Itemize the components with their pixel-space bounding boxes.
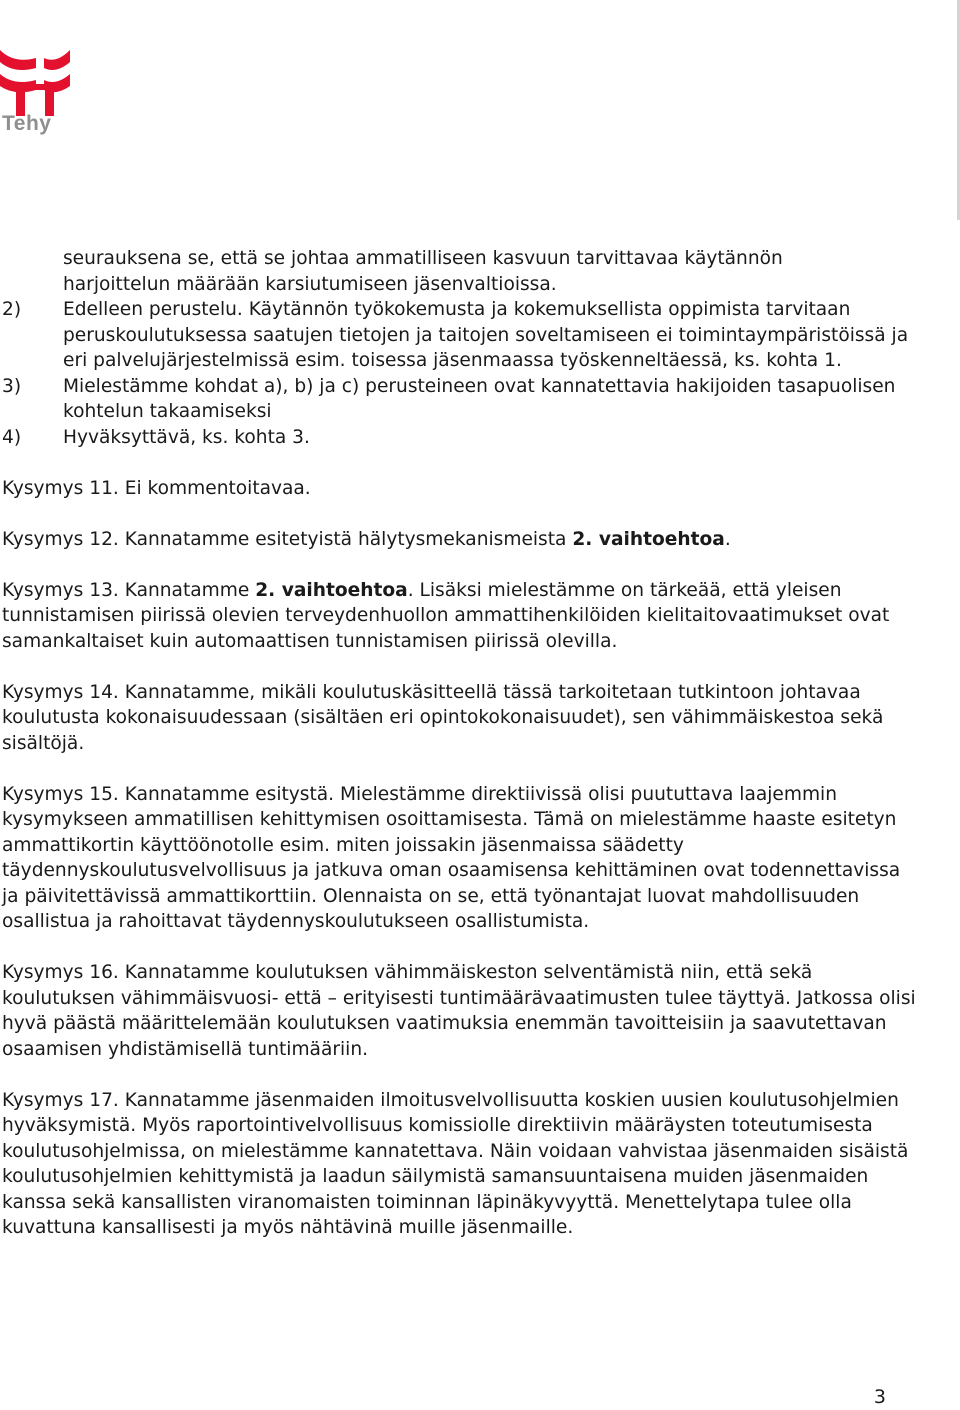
question-15: Kysymys 15. Kannatamme esitystä. Mielestämme direktiivissä olisi puututtava laajemmin kysymykseen ammatillisen kehittymisen osoittamisesta. Tämä on mielestämme haaste esitetyn ammattikortin käyttöönotolle esim. miten joissakin jäsenmaissa säädetty täydennyskoulutusvelvollisuus ja jatkuva oman osaamisensa kehittäminen ovat todennettavissa ja päivitettävissä ammattikorttiin. Olennaista on se, että työnantajat luovat mahdollisuuden osallistua ja rahoittavat täydennyskoulutukseen osallistumista. [2,783,901,932]
page-number: 3 [873,1386,886,1408]
list-number: 3) [2,375,22,397]
list-item [2,425,922,451]
question-13 [2,578,922,655]
list-number: 4) [2,426,22,448]
question-14: Kysymys 14. Kannatamme, mikäli koulutuskäsitteellä tässä tarkoitetaan tutkintoon johtavaa koulutusta kokonaisuudessaan (sisältäen eri opintokokonaisuudet), sen vähimmäiskestoa sekä sisältöjä. [2,681,884,754]
numbered-list [2,297,922,450]
document-body [2,246,922,1241]
continuation-line-2: harjoittelun määrään karsiutumiseen jäsenvaltioissa. [63,273,557,295]
list-item [2,374,922,425]
continuation-paragraph [2,246,922,297]
question-16: Kysymys 16. Kannatamme koulutuksen vähimmäiskeston selventämistä niin, että sekä koulutuksen vähimmäisvuosi- että – erityisesti tuntimäärävaatimusten tulee täyttyä. Jatkossa olisi hyvä päästä määrittelemään koulutuksen vaatimuksia enemmän tavoitteisiin ja saavutettavan osaamisen yhdistämisellä tuntimääriin. [2,962,916,1060]
question-17: Kysymys 17. Kannatamme jäsenmaiden ilmoitusvelvollisuutta koskien uusien koulutusohjelmien hyväksymistä. Myös raportointivelvollisuus komissiolle direktiivin määräysten toteutumisesta koulutusohjelmissa, on mielestämme kannatettava. Näin voidaan vahvistaa jäsenmaiden sisäistä koulutusohjelmien kehittymistä ja laadun säilymistä samansuuntaisena muiden jäsenmaiden kanssa sekä kansallisten viranomaisten toiminnan läpinäkyvyyttä. Menettelytapa tulee olla kuvattuna kansallisesti ja myös nähtävinä muille jäsenmaille. [2,1089,909,1238]
question-11: Kysymys 11. Ei kommentoitavaa. [2,477,311,499]
q13-bold: 2. vaihtoehtoa [255,579,408,601]
q13-text: Kysymys 13. Kannatamme [2,579,256,601]
list-number: 2) [2,299,22,320]
q12-bold: 2. vaihtoehtoa [572,528,725,550]
continuation-line-1: seurauksena se, että se johtaa ammatilliseen kasvuun tarvittavaa käytännön [63,248,783,269]
list-text: Mielestämme kohdat a), b) ja c) perusteineen ovat kannatettavia hakijoiden tasapuolisen kohtelun takaamiseksi [63,375,896,422]
question-12 [2,527,922,553]
list-item [2,297,922,374]
list-text: Edelleen perustelu. Käytännön työkokemusta ja kokemuksellista oppimista tarvitaan peruskoulutuksessa saatujen tietojen ja taitojen soveltamiseen ei toimintaympäristöissä ja eri palvelujärjestelmissä esim. toisessa jäsenmaassa työskenneltäessä, ks. kohta 1. [63,299,909,371]
list-text: Hyväksyttävä, ks. kohta 3. [63,426,310,448]
q12-text-after: . [724,528,731,550]
logo-wordmark: Tehy [2,112,52,135]
q13-text-after: . Lisäksi mielestämme on tärkeää, että yleisen tunnistamisen piirissä olevien terveydenhuollon ammattihenkilöiden kielitaitovaatimukset ovat samankaltaiset kuin automaattisen tunnistamisen piirissä olevilla. [2,579,890,652]
q12-text: Kysymys 12. Kannatamme esitetyistä hälytysmekanismeista [2,528,573,550]
